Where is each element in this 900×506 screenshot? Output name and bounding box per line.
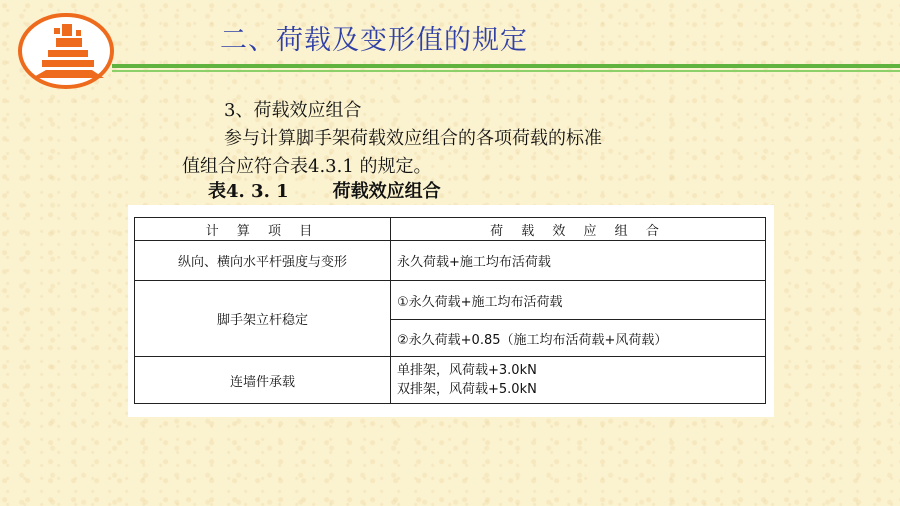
- row-combination-multi: [391, 357, 766, 404]
- paragraph-line-1: 参与计算脚手架荷载效应组合的各项荷载的标准: [224, 128, 602, 149]
- title-divider: [112, 64, 900, 68]
- table-caption-number: 表4. 3. 1: [208, 181, 289, 202]
- load-combination-table: [134, 217, 766, 404]
- header-load-combination: 荷 载 效 应 组 合: [391, 218, 766, 241]
- row-item: 纵向、横向水平杆强度与变形: [135, 241, 391, 281]
- table-caption-title: 荷载效应组合: [332, 181, 441, 202]
- table-caption: [208, 177, 441, 203]
- row-combination: ①永久荷载+施工均布活荷载: [391, 281, 766, 320]
- construction-logo-icon: [18, 12, 114, 90]
- slide-title: 二、荷载及变形值的规定: [220, 25, 528, 56]
- table-row: [135, 241, 766, 281]
- paragraph-line-2: 值组合应符合表4.3.1 的规定。: [182, 156, 432, 177]
- row-combination: 永久荷载+施工均布活荷载: [391, 241, 766, 281]
- combination-line: 双排架，风荷载+5.0kN: [397, 382, 537, 397]
- combination-line: 单排架，风荷载+3.0kN: [397, 363, 537, 378]
- row-item: 脚手架立杆稳定: [135, 281, 391, 357]
- title-divider-thin: [112, 70, 900, 72]
- row-combination: ②永久荷载+0.85（施工均布活荷载+风荷载）: [391, 320, 766, 357]
- section-heading: 3、荷载效应组合: [224, 100, 362, 121]
- header-calc-item: 计 算 项 目: [135, 218, 391, 241]
- table-image-panel: [128, 205, 774, 417]
- table-row: [135, 281, 766, 320]
- table-header-row: [135, 218, 766, 241]
- row-item: 连墙件承载: [135, 357, 391, 404]
- table-row: [135, 357, 766, 404]
